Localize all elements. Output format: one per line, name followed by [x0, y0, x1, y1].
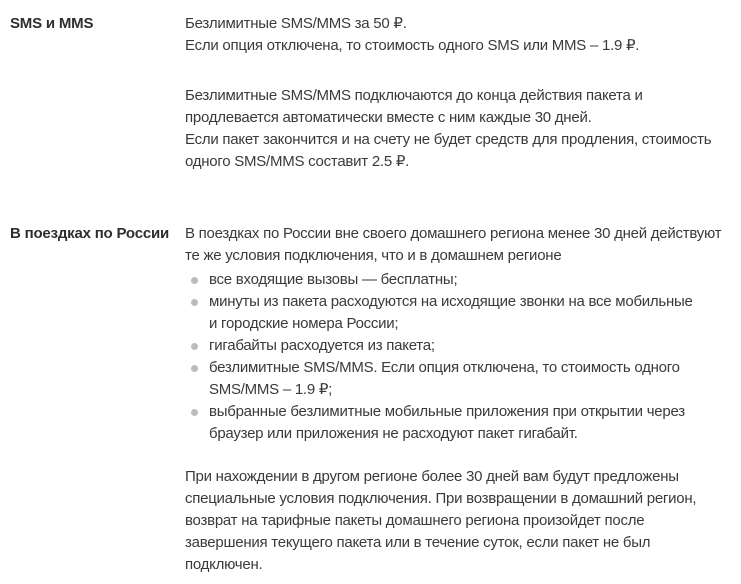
- list-item: [185, 335, 741, 357]
- list-item-text: безлимитные SMS/MMS. Если опция отключена, то стоимость одного SMS/MMS – 1.9 ₽;: [209, 359, 680, 398]
- section-label-travel-russia: В поездках по России: [10, 225, 170, 242]
- bullet-icon: [191, 299, 198, 306]
- list-item-text: минуты из пакета расходуются на исходящие звонки на все мобильные и городские номера России;: [209, 293, 693, 332]
- section-travel-russia: [10, 223, 741, 576]
- section-sms-mms: [10, 13, 741, 173]
- sms-renewal-paragraph: Безлимитные SMS/MMS подключаются до конца действия пакета и продлевается автоматически вместе с ним каждые 30 дней. Если пакет закончится и на счету не будет средств для продления, стоимость одного SMS/MMS составит 2.5 ₽.: [185, 87, 712, 170]
- list-item: [185, 357, 741, 401]
- bullet-icon: [191, 365, 198, 372]
- list-item-text: гигабайты расходуется из пакета;: [209, 337, 435, 354]
- travel-conditions-list: [185, 269, 741, 445]
- bullet-icon: [191, 277, 198, 284]
- section-content-sms-mms: [185, 13, 741, 173]
- bullet-icon: [191, 343, 198, 350]
- section-content-travel-russia: [185, 223, 741, 576]
- travel-outro-paragraph: При нахождении в другом регионе более 30 дней вам будут предложены специальные условия подключения. При возвращении в домашний регион, возврат на тарифные пакеты домашнего региона произойдет после завершения текущего пакета или в течение суток, если пакет не был подключен.: [185, 468, 697, 573]
- section-label-sms-mms: SMS и MMS: [10, 15, 94, 32]
- list-item: [185, 401, 741, 445]
- list-item: [185, 269, 741, 291]
- list-item-text: все входящие вызовы — бесплатны;: [209, 271, 458, 288]
- list-item: [185, 291, 741, 335]
- bullet-icon: [191, 409, 198, 416]
- sms-price-paragraph: Безлимитные SMS/MMS за 50 ₽. Если опция отключена, то стоимость одного SMS или MMS – 1.9 ₽.: [185, 15, 640, 54]
- travel-intro-paragraph: В поездках по России вне своего домашнего региона менее 30 дней действуют те же условия подключения, что и в домашнем регионе: [185, 225, 722, 264]
- list-item-text: выбранные безлимитные мобильные приложения при открытии через браузер или приложения не расходуют пакет гигабайт.: [209, 403, 685, 442]
